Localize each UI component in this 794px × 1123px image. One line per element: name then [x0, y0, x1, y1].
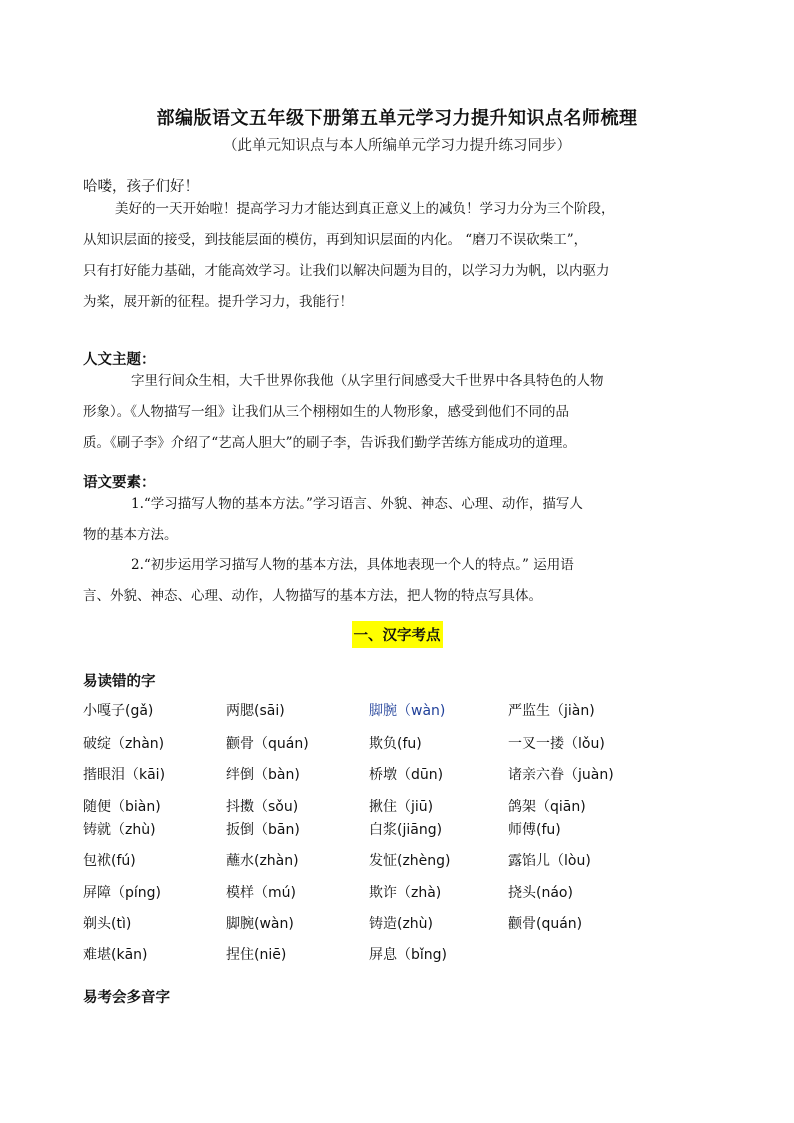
word-cell: 严监生（jiàn)	[508, 703, 595, 719]
theme-line: 字里行间众生相，大千世界你我他（从字里行间感受大千世界中各具特色的人物	[131, 373, 604, 389]
word-cell: 难堪(kān)	[83, 947, 148, 963]
word-cell: 包袱(fú)	[83, 853, 136, 869]
word-cell: 师傅(fu)	[508, 822, 561, 838]
word-cell: 欺负(fu)	[369, 736, 422, 752]
word-cell: 揪住（jiū)	[369, 799, 434, 815]
word-cell: 捏住(niē)	[226, 947, 287, 963]
word-cell: 鸽架（qiān)	[508, 799, 586, 815]
word-cell: 发怔(zhèng)	[369, 853, 451, 869]
word-cell: 颧骨（quán)	[226, 736, 309, 752]
elements-line: 2.“初步运用学习描写人物的基本方法，具体地表现一个人的特点。” 运用语	[131, 557, 574, 573]
word-cell: 铸就（zhù)	[83, 822, 156, 838]
elements-line: 1.“学习描写人物的基本方法。”学习语言、外貌、神态、心理、动作，描写人	[131, 496, 583, 512]
elements-item-1	[83, 489, 713, 551]
theme-line: 质。《刷子李》介绍了“艺高人胆大”的刷子李，告诉我们勤学苦练方能成功的道理。	[83, 435, 577, 451]
theme-heading: 人文主题：	[83, 352, 156, 368]
word-cell: 两腮(sāi)	[226, 703, 285, 719]
table-row	[83, 944, 723, 966]
intro-paragraph	[83, 194, 713, 318]
elements-heading: 语文要素：	[83, 475, 156, 491]
word-cell: 扳倒（bān)	[226, 822, 300, 838]
word-cell: 揩眼泪（kāi)	[83, 767, 166, 783]
table-row	[83, 850, 723, 872]
elements-line: 言、外貌、神态、心理、动作，人物描写的基本方法，把人物的特点写具体。	[83, 588, 542, 604]
word-cell: 欺诈（zhà)	[369, 885, 442, 901]
word-cell: 抖擞（sǒu)	[226, 799, 299, 815]
table-row	[83, 819, 723, 841]
word-cell: 随便（biàn)	[83, 799, 161, 815]
word-cell: 屏息（bǐng)	[369, 947, 447, 963]
word-cell: 露馅儿（lòu)	[508, 853, 591, 869]
table-row	[83, 796, 723, 818]
misread-heading: 易读错的字	[83, 674, 156, 690]
word-cell: 颧骨(quán)	[508, 916, 583, 932]
intro-line: 从知识层面的接受，到技能层面的模仿，再到知识层面的内化。 “磨刀不误砍柴工”，	[83, 232, 588, 248]
word-cell: 蘸水(zhàn)	[226, 853, 299, 869]
elements-line: 物的基本方法。	[83, 527, 178, 543]
page-subtitle: （此单元知识点与本人所编单元学习力提升练习同步）	[223, 138, 571, 154]
theme-line: 形象）。《人物描写一组》让我们从三个栩栩如生的人物形象，感受到他们不同的品	[83, 404, 569, 420]
word-cell: 小嘎子(gǎ)	[83, 703, 154, 719]
section-title-wrap	[0, 621, 794, 648]
word-cell: 屏障（píng)	[83, 885, 161, 901]
table-row	[83, 764, 723, 786]
word-cell: 脚腕(wàn)	[226, 916, 294, 932]
table-row	[83, 882, 723, 904]
word-cell: 挠头(náo)	[508, 885, 573, 901]
greeting-text: 哈喽，孩子们好！	[83, 179, 199, 195]
word-cell: 桥墩（dūn)	[369, 767, 444, 783]
intro-line: 为桨，展开新的征程。提升学习力，我能行！	[83, 294, 353, 310]
intro-line: 只有打好能力基础，才能高效学习。让我们以解决问题为目的，以学习力为帆，以内驱力	[83, 263, 610, 279]
theme-paragraph	[83, 366, 713, 459]
elements-item-2	[83, 550, 713, 612]
table-row	[83, 913, 723, 935]
word-cell: 白浆(jiāng)	[369, 822, 443, 838]
word-cell: 脚腕（wàn)	[369, 703, 446, 719]
word-cell: 破绽（zhàn)	[83, 736, 165, 752]
word-cell: 一叉一搂（lǒu)	[508, 736, 605, 752]
table-row	[83, 733, 723, 755]
word-cell: 模样（mú)	[226, 885, 296, 901]
polyphone-heading: 易考会多音字	[83, 990, 170, 1006]
word-cell: 铸造(zhù)	[369, 916, 434, 932]
page-title: 部编版语文五年级下册第五单元学习力提升知识点名师梳理	[156, 108, 638, 129]
word-cell: 绊倒（bàn)	[226, 767, 300, 783]
intro-line: 美好的一天开始啦！提高学习力才能达到真正意义上的减负！学习力分为三个阶段，	[115, 201, 615, 217]
section-title: 一、汉字考点	[352, 621, 443, 648]
word-cell: 诸亲六眷（juàn)	[508, 767, 614, 783]
word-cell: 剃头(tì)	[83, 916, 132, 932]
table-row	[83, 700, 723, 722]
